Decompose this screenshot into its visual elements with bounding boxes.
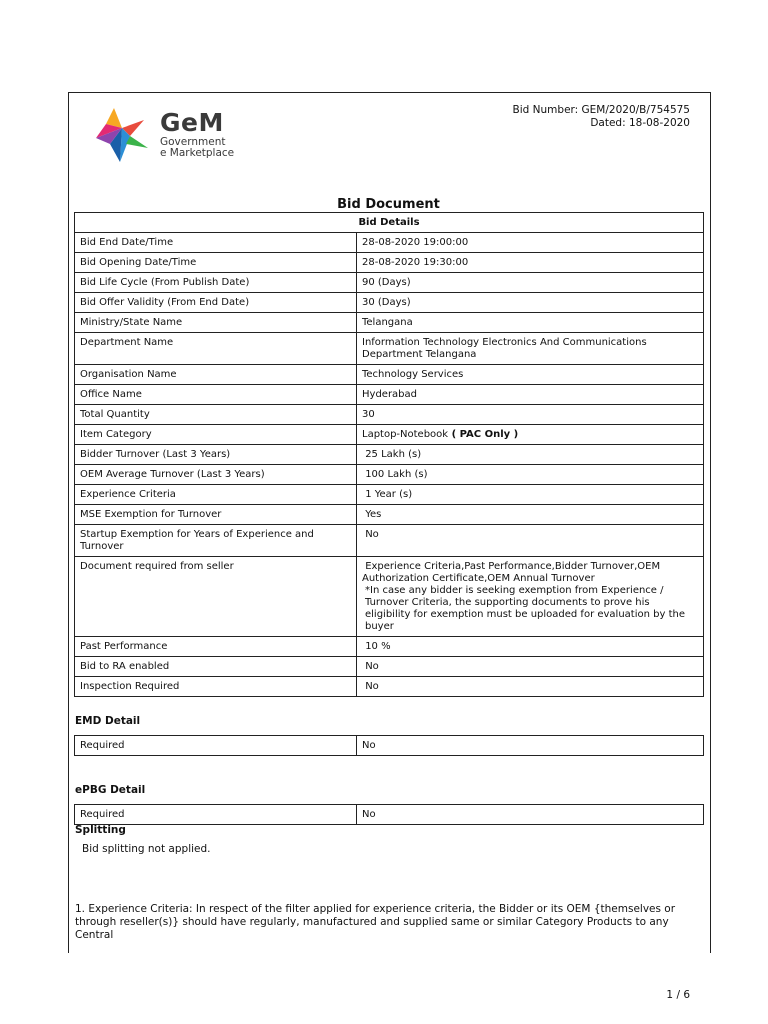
row-value-text: 10 % — [362, 641, 391, 652]
gem-logo-text — [160, 109, 234, 159]
bid-number: Bid Number: GEM/2020/B/754575 — [512, 104, 690, 116]
row-value — [357, 253, 704, 273]
row-value-emphasis: ( PAC Only ) — [448, 429, 519, 440]
row-label: Bidder Turnover (Last 3 Years) — [75, 445, 357, 465]
emd-title: EMD Detail — [75, 715, 141, 727]
row-value — [357, 365, 704, 385]
row-value-text: 30 — [362, 409, 375, 420]
row-value-text: No — [362, 529, 379, 540]
row-value — [357, 525, 704, 557]
document-title: Bid Document — [337, 197, 440, 212]
row-label: Bid Life Cycle (From Publish Date) — [75, 273, 357, 293]
table-row — [75, 213, 704, 233]
row-label: Organisation Name — [75, 365, 357, 385]
bid-meta — [513, 104, 690, 130]
table-row — [75, 485, 704, 505]
row-value — [357, 273, 704, 293]
row-label: Startup Exemption for Years of Experience and Turnover — [75, 525, 357, 557]
row-label: Inspection Required — [75, 677, 357, 697]
row-label: Item Category — [75, 425, 357, 445]
row-value — [357, 333, 704, 365]
table-row — [75, 805, 704, 825]
row-value-text: No — [362, 681, 379, 692]
row-value — [357, 505, 704, 525]
bid-details-heading: Bid Details — [75, 213, 704, 233]
row-value-text: Experience Criteria,Past Performance,Bidder Turnover,OEM Authorization Certificate,OEM Annual Turnover — [362, 561, 664, 584]
row-label: MSE Exemption for Turnover — [75, 505, 357, 525]
row-label: Bid End Date/Time — [75, 233, 357, 253]
emd-required-label: Required — [75, 736, 357, 756]
splitting-text: Bid splitting not applied. — [82, 843, 211, 855]
row-value — [357, 293, 704, 313]
row-value — [357, 677, 704, 697]
row-value-text: 100 Lakh (s) — [362, 469, 428, 480]
row-value-text: 30 (Days) — [362, 297, 411, 308]
row-value-text: Technology Services — [362, 369, 464, 380]
table-row — [75, 445, 704, 465]
table-row — [75, 425, 704, 445]
row-label: Bid to RA enabled — [75, 657, 357, 677]
table-row — [75, 273, 704, 293]
logo-brand: GeM — [160, 108, 224, 137]
row-value-text: Information Technology Electronics And Communications Department Telangana — [362, 337, 650, 360]
epbg-table — [74, 804, 704, 825]
row-label: Experience Criteria — [75, 485, 357, 505]
row-label: Office Name — [75, 385, 357, 405]
row-value-text: 28-08-2020 19:30:00 — [362, 257, 469, 268]
splitting-title: Splitting — [75, 824, 126, 836]
row-label: Bid Opening Date/Time — [75, 253, 357, 273]
epbg-required-label: Required — [75, 805, 357, 825]
row-value-note: *In case any bidder is seeking exemption from Experience / Turnover Criteria, the supporting documents to prove his eligibility for exemption must be uploaded for evaluation by the buyer — [365, 585, 685, 632]
row-value — [357, 465, 704, 485]
row-label: Department Name — [75, 333, 357, 365]
row-value-text: 90 (Days) — [362, 277, 411, 288]
page-number: 1 / 6 — [666, 989, 690, 1001]
table-row — [75, 525, 704, 557]
experience-criteria-note: 1. Experience Criteria: In respect of the filter applied for experience criteria, the Bidder or its OEM {themselves or through reseller(s)} should have regularly, manufactured and supplied same or similar Category Products to any Central — [75, 903, 676, 941]
emd-table — [74, 735, 704, 756]
row-label: Past Performance — [75, 637, 357, 657]
table-row — [75, 405, 704, 425]
table-row — [75, 293, 704, 313]
row-value-text: 1 Year (s) — [362, 489, 413, 500]
table-row — [75, 637, 704, 657]
table-row — [75, 385, 704, 405]
row-value — [357, 557, 704, 637]
table-row — [75, 557, 704, 637]
table-row — [75, 233, 704, 253]
row-label: OEM Average Turnover (Last 3 Years) — [75, 465, 357, 485]
row-value-text: No — [362, 661, 379, 672]
row-label: Ministry/State Name — [75, 313, 357, 333]
row-label: Bid Offer Validity (From End Date) — [75, 293, 357, 313]
row-value — [357, 405, 704, 425]
epbg-required-value: No — [357, 805, 704, 825]
row-value — [357, 657, 704, 677]
table-row — [75, 505, 704, 525]
table-row — [75, 253, 704, 273]
row-value — [357, 425, 704, 445]
row-value-text: Telangana — [362, 317, 413, 328]
logo-line-marketplace: e Marketplace — [160, 147, 235, 159]
row-value — [357, 485, 704, 505]
row-value-text: Hyderabad — [362, 389, 417, 400]
row-value-text: 25 Lakh (s) — [362, 449, 422, 460]
logo-line-government: Government — [160, 136, 226, 148]
row-value — [357, 445, 704, 465]
table-row — [75, 365, 704, 385]
epbg-title: ePBG Detail — [75, 784, 146, 796]
row-label: Total Quantity — [75, 405, 357, 425]
row-value — [357, 385, 704, 405]
table-row — [75, 465, 704, 485]
bid-details-table — [74, 212, 704, 697]
table-row — [75, 657, 704, 677]
row-label: Document required from seller — [75, 557, 357, 637]
row-value — [357, 313, 704, 333]
table-row — [75, 677, 704, 697]
bid-dated: Dated: 18-08-2020 — [590, 117, 690, 129]
row-value-text: Yes — [362, 509, 382, 520]
row-value-text: 28-08-2020 19:00:00 — [362, 237, 469, 248]
table-row — [75, 333, 704, 365]
emd-required-value: No — [357, 736, 704, 756]
row-value — [357, 233, 704, 253]
row-value-text: Laptop-Notebook — [362, 429, 449, 440]
table-row — [75, 736, 704, 756]
row-value — [357, 637, 704, 657]
table-row — [75, 313, 704, 333]
